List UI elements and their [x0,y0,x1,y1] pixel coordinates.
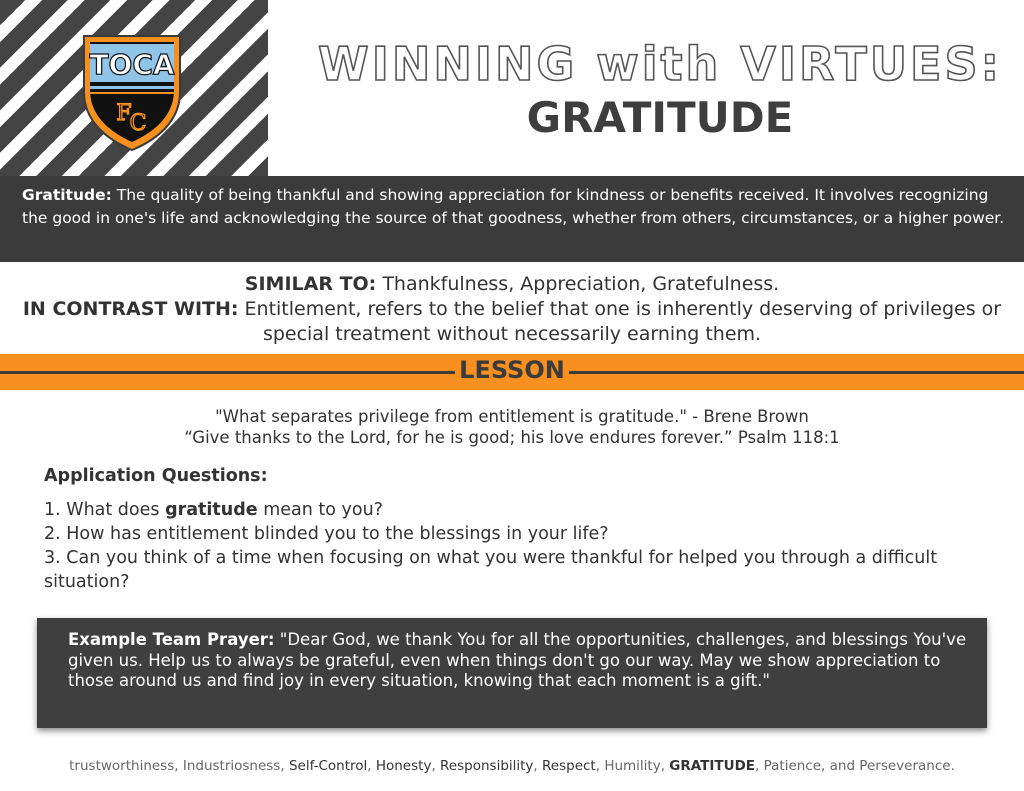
quote-2: “Give thanks to the Lord, for he is good; his love endures forever.” Psalm 118:1 [184,428,840,447]
quotes-section [0,406,1024,448]
lesson-bar [0,354,1024,390]
footer-virtue-highlight: GRATITUDE [669,758,756,774]
similar-label: SIMILAR TO: [244,273,377,295]
logo-text-c: C [129,111,147,136]
footer-virtue: , Patience, and Perseverance. [755,758,955,774]
quote-1: "What separates privilege from entitlement is gratitude." - Brene Brown [215,407,809,426]
footer-virtue: Honesty [375,758,432,774]
virtues-footer [0,758,1024,774]
definition-body: The quality of being thankful and showing appreciation for kindness or benefits received. It involves recognizing the good in one's life and acknowledging the source of that goodness, whether from others, circumstances, or a higher power. [22,186,1005,227]
question-1-suffix: mean to you? [257,500,383,520]
logo-text-f: F [116,101,132,126]
lesson-label: LESSON [455,356,569,384]
similar-contrast-section [0,272,1024,347]
definition-text [22,184,1012,230]
footer-separator: , [367,758,376,774]
prayer-box [37,618,987,728]
similar-text: Thankfulness, Appreciation, Gratefulness. [376,273,780,295]
toca-fc-logo [78,30,186,154]
footer-virtue: Self-Control [288,758,368,774]
similar-line [0,272,1024,297]
prayer-label: Example Team Prayer: [68,630,275,649]
footer-virtue: Responsibility [440,758,534,774]
application-questions [44,498,1004,594]
question-1 [44,498,1004,522]
page-title-line1: WINNING with VIRTUES: [318,37,1002,91]
footer-virtue: Respect [542,758,596,774]
logo-text-top: TOCA [89,48,175,81]
title-block [300,34,1020,142]
definition-term: Gratitude: [22,186,112,204]
application-heading: Application Questions: [44,466,268,486]
definition-bar [0,176,1024,262]
contrast-text: Entitlement, refers to the belief that one is inherently deserving of privileges or special treatment without necessarily earning them. [238,298,1002,345]
page-title-line2: GRATITUDE [526,93,794,142]
footer-virtue: , Industriosness, [174,758,289,774]
footer-separator: , [533,758,543,774]
footer-separator: , [431,758,441,774]
footer-virtue: trustworthiness [69,758,175,774]
contrast-label: IN CONTRAST WITH: [22,298,239,320]
prayer-body: "Dear God, we thank You for all the opportunities, challenges, and blessings You've given us. Help us to always be grateful, even when things don't go our way. May we show appreciation to those around us and find joy in every situation, knowing that each moment is a gift." [68,630,967,690]
question-1-keyword: gratitude [165,500,258,520]
question-3: 3. Can you think of a time when focusing on what you were thankful for helped you through a difficult situation? [44,548,938,592]
lesson-heading [0,356,1024,384]
footer-virtue: , Humility, [595,758,670,774]
question-1-prefix: 1. What does [44,500,166,520]
prayer-text [68,630,968,692]
contrast-line [0,297,1024,347]
question-2: 2. How has entitlement blinded you to the blessings in your life? [44,524,609,544]
